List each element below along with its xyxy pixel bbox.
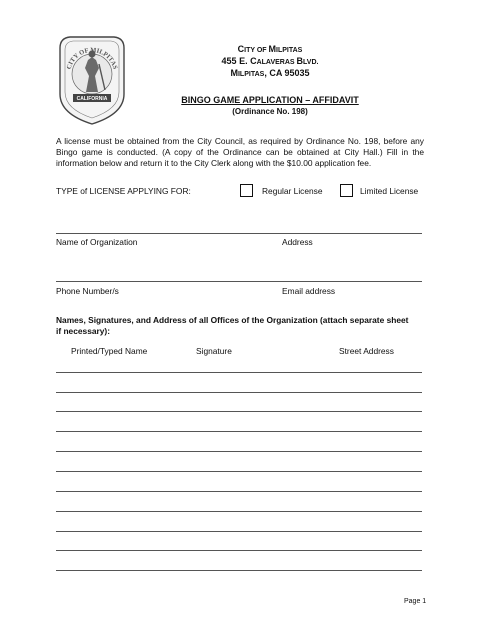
city-state-rest: ILPITAS	[237, 71, 265, 78]
city-state-tail: , CA 95035	[264, 68, 310, 78]
col-printed-name: Printed/Typed Name	[71, 346, 148, 356]
officer-line[interactable]	[56, 531, 422, 532]
officer-line[interactable]	[56, 550, 422, 551]
officer-line[interactable]	[56, 471, 422, 472]
phone-email-line[interactable]	[56, 281, 422, 282]
address-number: 455 E.	[221, 56, 251, 66]
city-name-rest: ITY OF	[244, 47, 269, 54]
address-cap2: B	[296, 56, 304, 66]
license-type-label: TYPE of LICENSE APPLYING FOR:	[56, 186, 191, 196]
officer-line[interactable]	[56, 511, 422, 512]
city-name-rest2: ILPITAS	[276, 47, 303, 54]
address-label: Address	[282, 237, 313, 247]
city-name-cap: C	[237, 44, 245, 54]
city-name-cap2: M	[268, 44, 277, 54]
officer-line[interactable]	[56, 451, 422, 452]
city-name	[130, 44, 410, 56]
officer-line[interactable]	[56, 491, 422, 492]
officer-line[interactable]	[56, 411, 422, 412]
offices-heading-line1: Names, Signatures, and Address of all Offices of the Organization (attach separate sheet	[56, 315, 409, 325]
instructions-paragraph: A license must be obtained from the City Council, as required by Ordinance No. 198, before any Bingo game is conducted. (A copy of the Ordinance can be obtained at City Hall.) Fill in the information below and return it to the City Clerk along with the $10.00 application fee.	[56, 136, 424, 168]
form-subtitle: (Ordinance No. 198)	[232, 107, 308, 116]
address-cap: C	[250, 56, 257, 66]
regular-license-checkbox[interactable]	[240, 184, 253, 197]
officer-line[interactable]	[56, 392, 422, 393]
officer-line[interactable]	[56, 570, 422, 571]
limited-license-label: Limited License	[360, 186, 419, 196]
org-name-address-line[interactable]	[56, 233, 422, 234]
col-street-address: Street Address	[339, 346, 394, 356]
offices-heading-line2: if necessary):	[56, 326, 110, 336]
org-name-label: Name of Organization	[56, 237, 138, 247]
limited-license-checkbox[interactable]	[340, 184, 353, 197]
city-state-zip	[130, 68, 410, 80]
address-rest: ALAVERAS	[256, 59, 297, 66]
street-address	[130, 56, 410, 68]
svg-text:CITY OF MILPITAS: CITY OF MILPITAS	[65, 46, 119, 71]
phone-label: Phone Number/s	[56, 286, 119, 296]
officer-line[interactable]	[56, 431, 422, 432]
address-rest2: LVD.	[303, 59, 319, 66]
page-number: Page 1	[404, 598, 427, 605]
email-label: Email address	[282, 286, 336, 296]
col-signature: Signature	[196, 346, 232, 356]
regular-license-label: Regular License	[262, 186, 323, 196]
form-title: BINGO GAME APPLICATION – AFFIDAVIT	[181, 95, 359, 105]
svg-text:CALIFORNIA: CALIFORNIA	[76, 96, 108, 103]
officer-line[interactable]	[56, 372, 422, 373]
city-state-cap: M	[230, 68, 238, 78]
city-seal-logo	[56, 34, 128, 126]
